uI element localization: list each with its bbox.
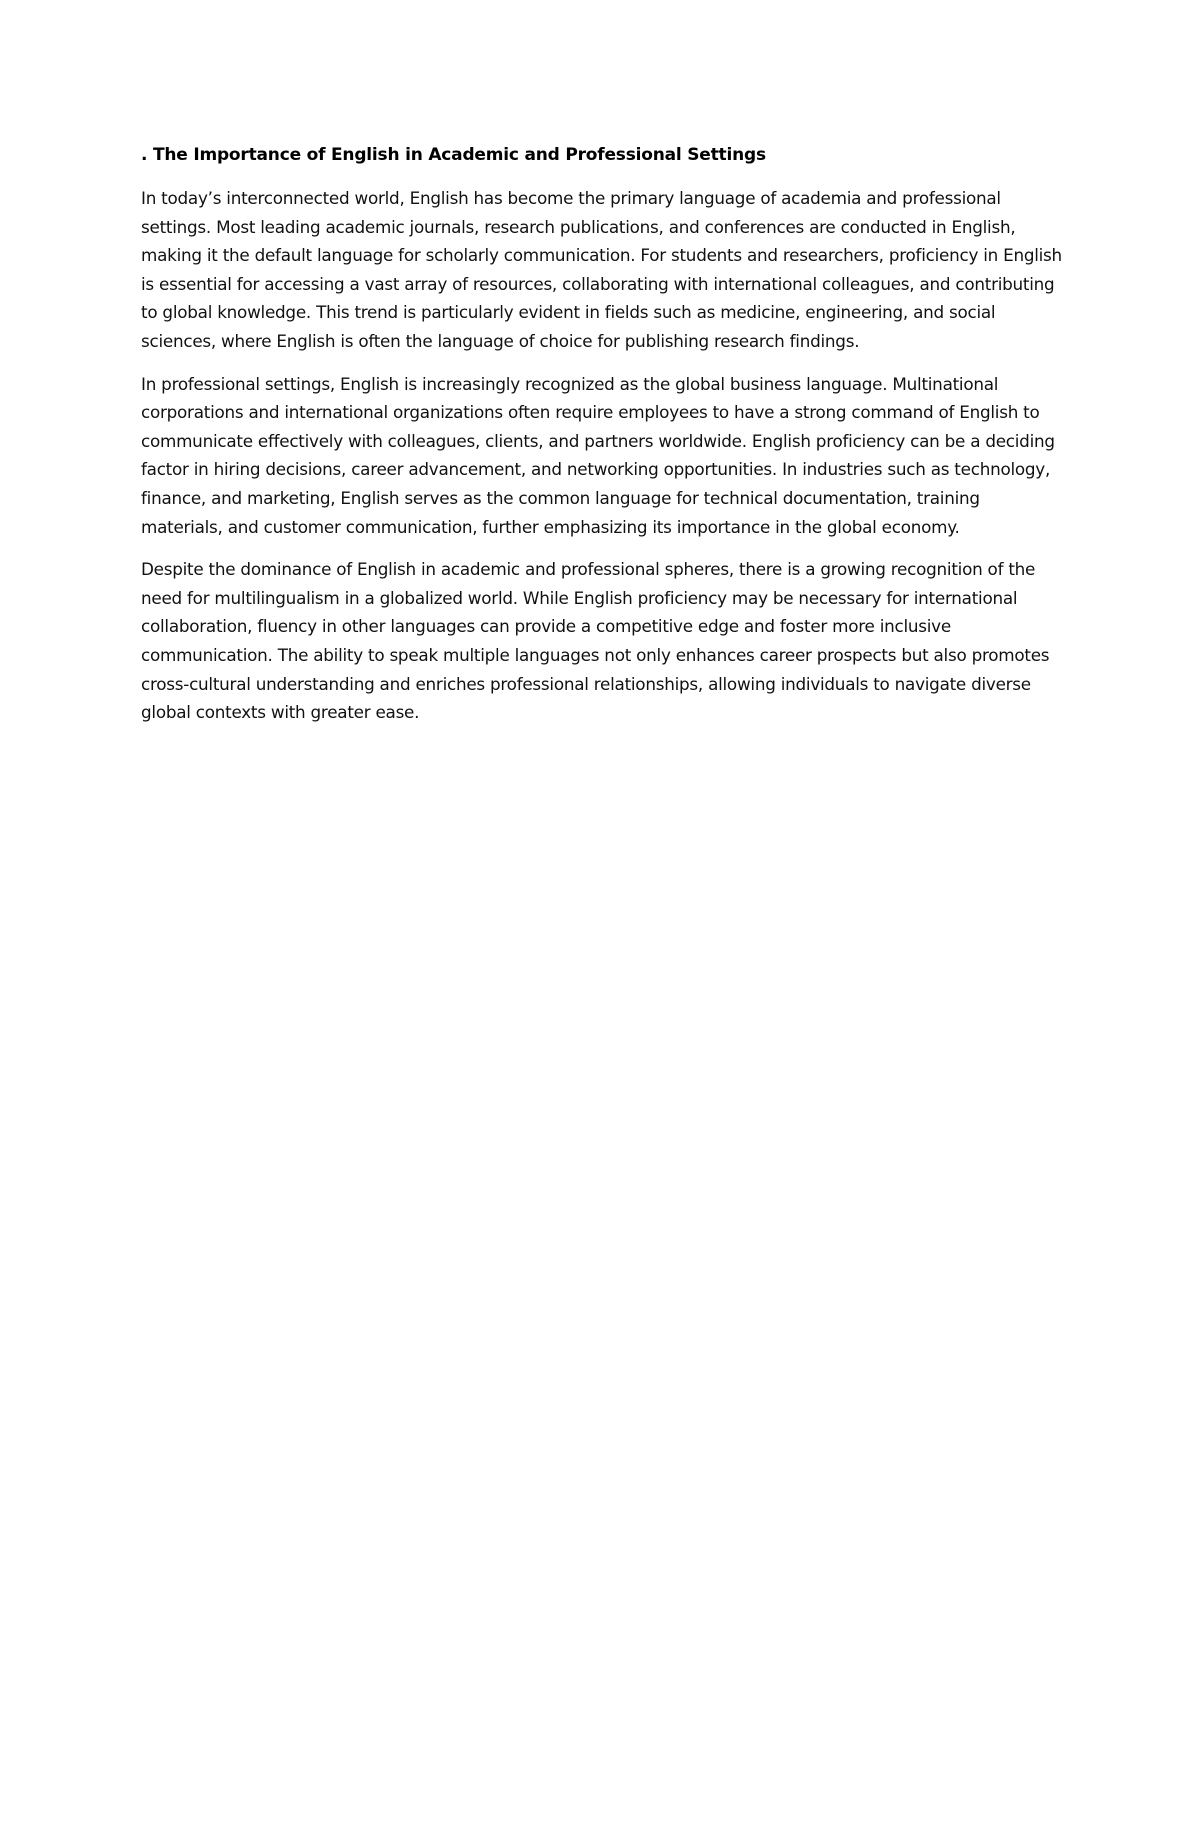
document-body (141, 141, 1066, 741)
section-title: . The Importance of English in Academic and Professional Settings (141, 145, 766, 165)
paragraph-multilingualism: Despite the dominance of English in academic and professional spheres, there is a growing recognition of the need for multilingualism in a globalized world. While English proficiency may be necessary for international collaboration, fluency in other languages can provide a competitive edge and foster more inclusive communication. The ability to speak multiple languages not only enhances career prospects but also promotes cross-cultural understanding and enriches professional relationships, allowing individuals to navigate diverse global contexts with greater ease. (141, 559, 1050, 723)
paragraph-academic: In today’s interconnected world, English has become the primary language of academia and professional settings. Most leading academic journals, research publications, and conferences are conducted in English, making it the default language for scholarly communication. For students and researchers, proficiency in English is essential for accessing a vast array of resources, collaborating with international colleagues, and contributing to global knowledge. This trend is particularly evident in fields such as medicine, engineering, and social sciences, where English is often the language of choice for publishing research findings. (141, 188, 1062, 351)
paragraph-professional: In professional settings, English is increasingly recognized as the global business language. Multinational corporations and international organizations often require employees to have a strong command of English to communicate effectively with colleagues, clients, and partners worldwide. English proficiency can be a deciding factor in hiring decisions, career advancement, and networking opportunities. In industries such as technology, finance, and marketing, English serves as the common language for technical documentation, training materials, and customer communication, further emphasizing its importance in the global economy. (141, 373, 1055, 537)
